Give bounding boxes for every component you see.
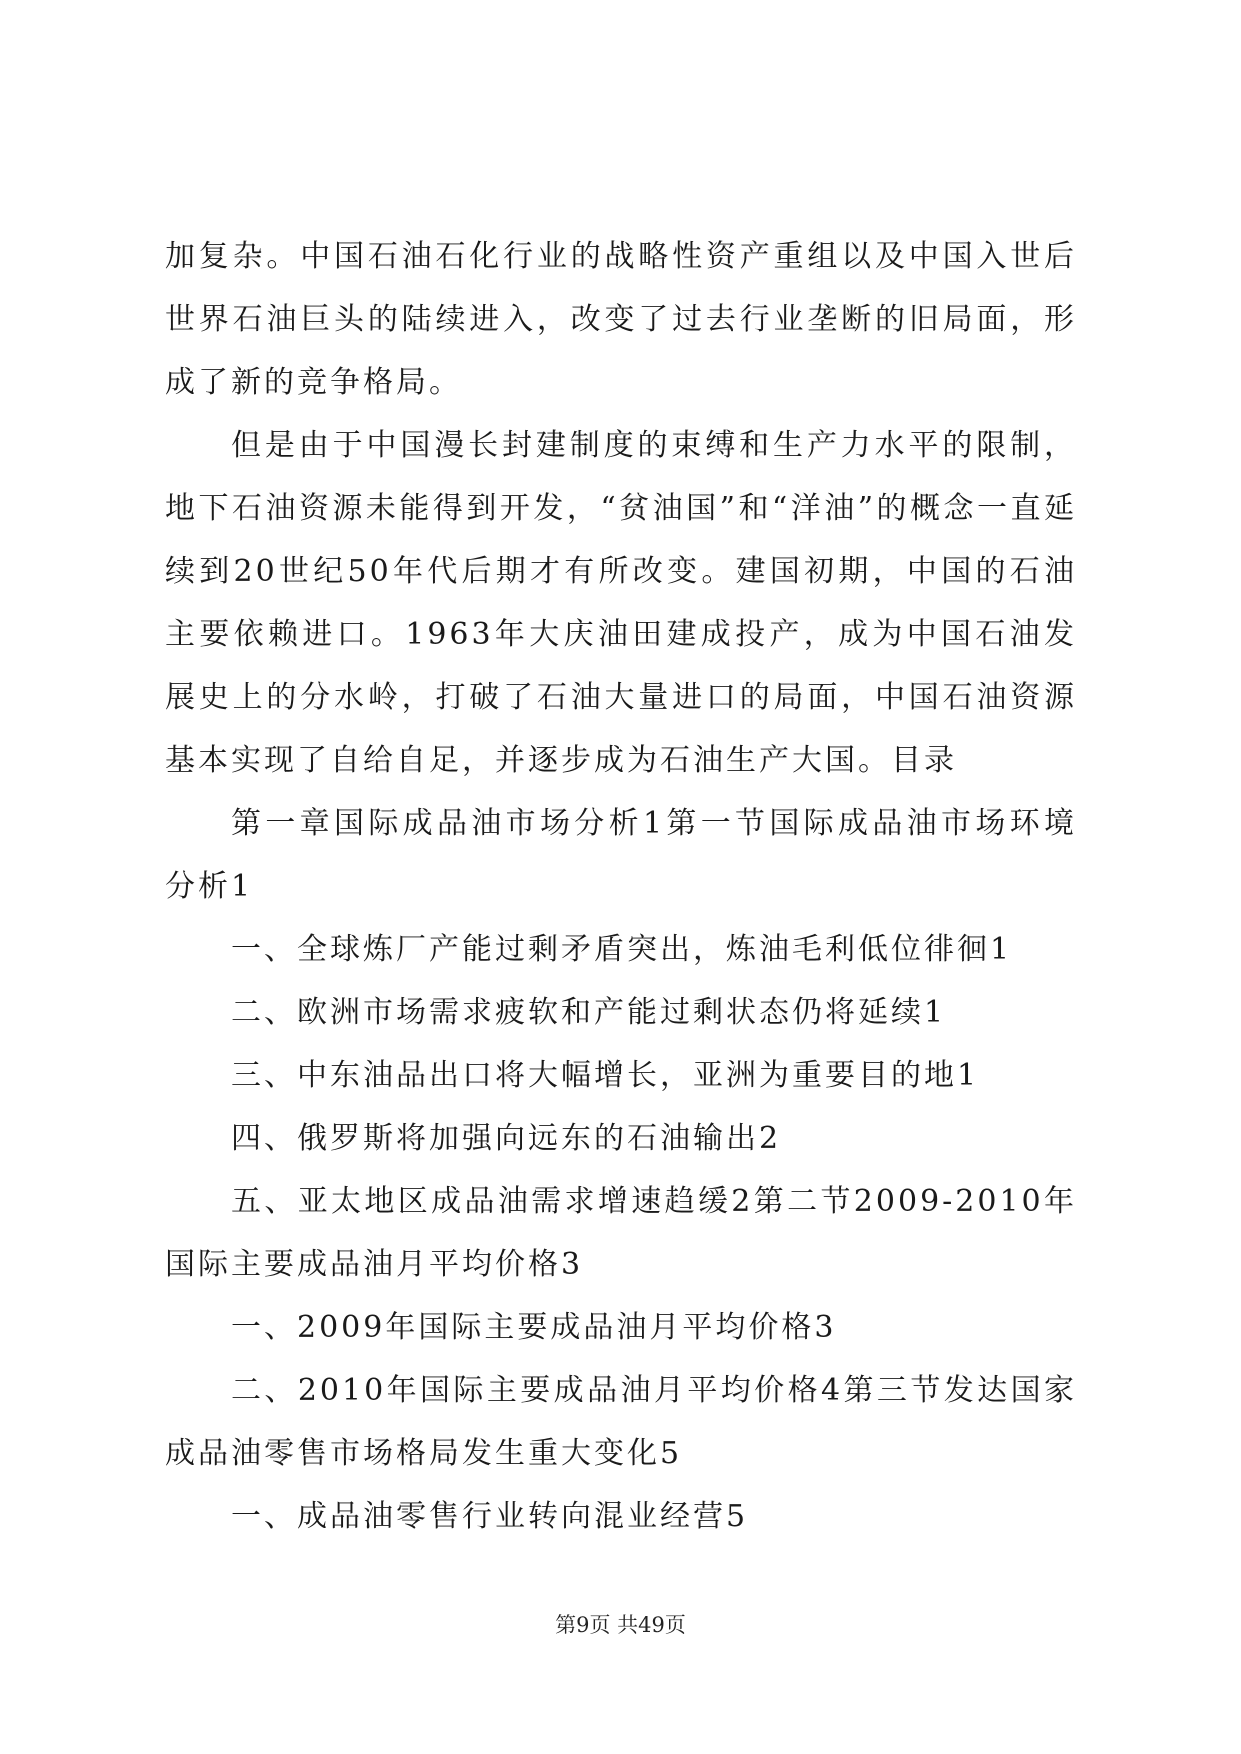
paragraph: 加复杂。中国石油石化行业的战略性资产重组以及中国入世后世界石油巨头的陆续进入，改变了过去行业垄断的旧局面，形成了新的竞争格局。 xyxy=(165,239,1077,400)
toc-entry: 一、成品油零售行业转向混业经营5 xyxy=(231,1499,749,1534)
toc-entry: 二、欧洲市场需求疲软和产能过剩状态仍将延续1 xyxy=(231,995,947,1030)
toc-entry: 三、中东油品出口将大幅增长，亚洲为重要目的地1 xyxy=(231,1058,980,1093)
toc-entry: 一、2009年国际主要成品油月平均价格3 xyxy=(231,1310,837,1345)
paragraph: 但是由于中国漫长封建制度的束缚和生产力水平的限制，地下石油资源未能得到开发，“贫油国”和“洋油”的概念一直延续到20世纪50年代后期才有所改变。建国初期，中国的石油主要依赖进口。1963年大庆油田建成投产，成为中国石油发展史上的分水岭，打破了石油大量进口的局面，中国石油资源基本实现了自给自足，并逐步成为石油生产大国。目录 xyxy=(165,428,1077,778)
toc-entry: 二、2010年国际主要成品油月平均价格4第三节发达国家成品油零售市场格局发生重大变化5 xyxy=(165,1373,1077,1471)
toc-entry: 一、全球炼厂产能过剩矛盾突出，炼油毛利低位徘徊1 xyxy=(231,932,1013,967)
toc-entry: 五、亚太地区成品油需求增速趋缓2第二节2009-2010年国际主要成品油月平均价格3 xyxy=(165,1184,1077,1282)
document-body xyxy=(165,225,1077,1548)
page-number-footer: 第9页 共49页 xyxy=(555,1613,686,1637)
toc-entry: 四、俄罗斯将加强向远东的石油输出2 xyxy=(231,1121,782,1156)
toc-entry: 第一章国际成品油市场分析1第一节国际成品油市场环境分析1 xyxy=(165,806,1077,904)
